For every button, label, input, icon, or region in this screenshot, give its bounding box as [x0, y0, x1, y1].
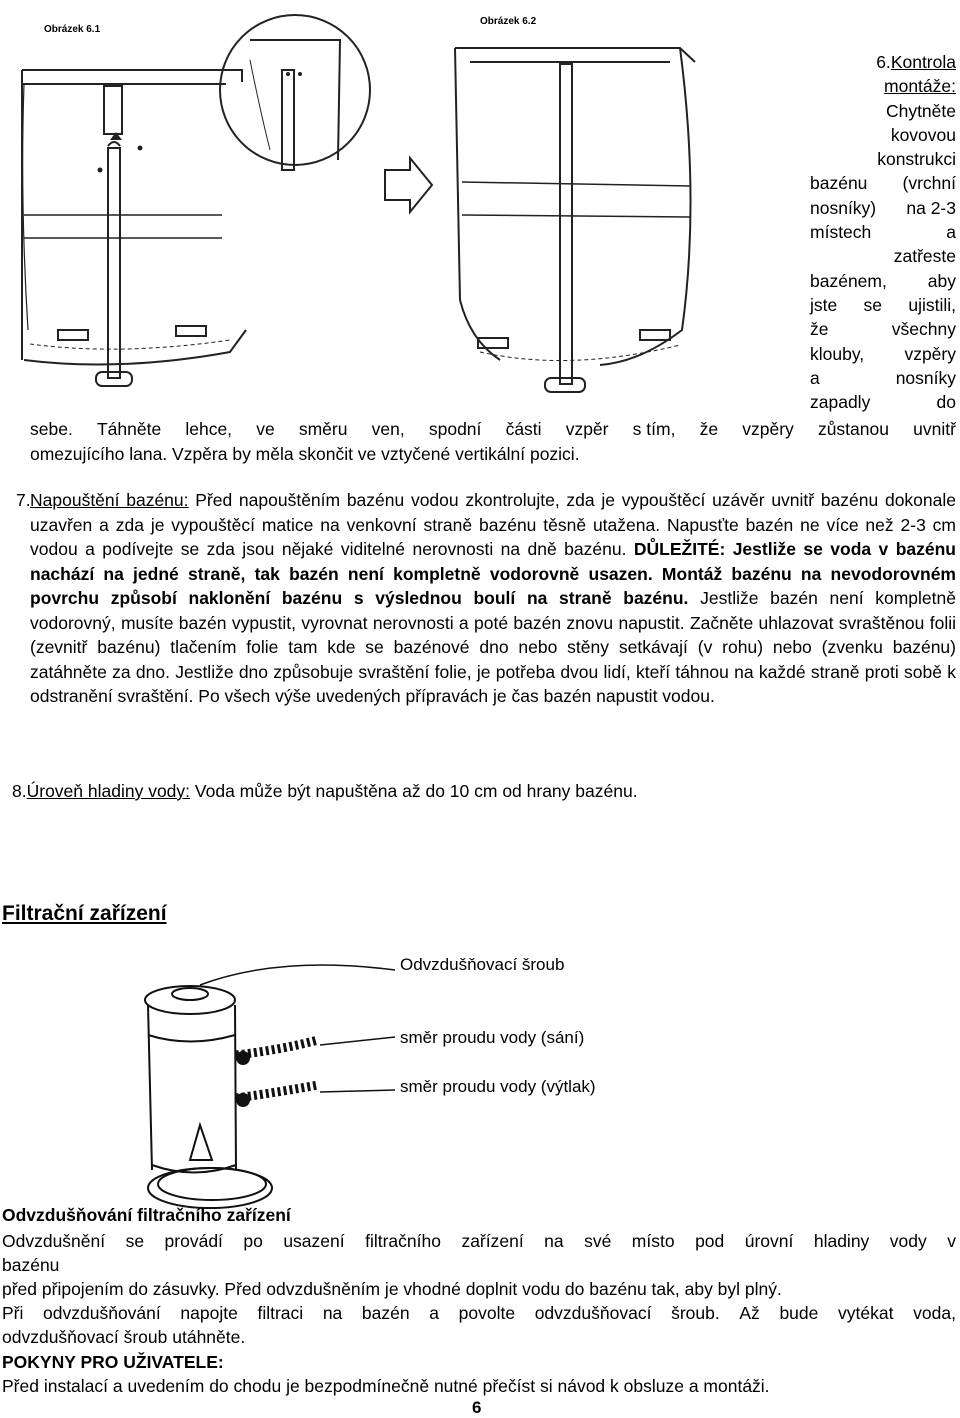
user-instructions-heading: POKYNY PRO UŽIVATELE:	[2, 1352, 224, 1372]
filter-heading: Filtrační zařízení	[2, 902, 167, 925]
section-6-line: a nosníky	[810, 367, 956, 388]
section-6-heading-line1: 6.Kontrola	[876, 52, 956, 72]
venting-line-5: odvzdušňovací šroub utáhněte.	[2, 1327, 246, 1347]
section-6-line: konstrukci	[877, 149, 956, 170]
section-6-title-part1: Kontrola	[890, 52, 956, 72]
venting-heading: Odvzdušňování filtračního zařízení	[2, 1205, 291, 1225]
section-6-line: nosníky) na 2-3	[810, 197, 956, 218]
section-6-line: jste se ujistili,	[810, 294, 956, 315]
section-6-line: bazénu (vrchní	[810, 173, 956, 194]
figure-6-2-label: Obrázek 6.2	[480, 16, 537, 27]
section-6-heading-line2: montáže:	[884, 76, 956, 97]
section-6-line: bazénem, aby	[810, 270, 956, 291]
section-8-number: 8.	[12, 781, 27, 801]
callout-discharge: směr proudu vody (výtlak)	[400, 1077, 596, 1096]
section-6-last-line: omezujícího lana. Vzpěra by měla skončit ve vztyčené vertikální pozici.	[30, 444, 580, 464]
section-7-text-2: Jestliže bazén není kompletně vodorovný, musíte bazén vypustit, vyrovnat nerovnosti a poté bazén znovu napustit. Začněte uhlazovat svraštěnou folii (zevnitř bazénu) tlačením folie tam kde se bazénové dno nebo stěny setkávají (v rohu) nebo (zvenku bazénu) zatáhněte za dno. Jestliže dno způsobuje svraštění folie, je potřeba dvou lidí, kteří táhnou na každé straně proti sobě k odstranění svraštění. Po všech výše uvedených přípravách je čas bazén napustit vodou.	[30, 588, 956, 706]
venting-line-1: Odvzdušnění se provádí po usazení filtračního zařízení na své místo pod úrovní hladiny vody v	[2, 1231, 956, 1251]
section-6-full-line: sebe. Táhněte lehce, ve směru ven, spodní části vzpěr s tím, že vzpěry zůstanou uvnitř	[30, 419, 956, 439]
callout-air-screw: Odvzdušňovací šroub	[400, 955, 565, 974]
section-6-line: zapadly do	[810, 392, 956, 413]
section-6-line: zatřeste	[893, 246, 956, 267]
section-7-important: DŮLEŽITÉ: Jestliže se voda v bazénu nachází na jedné straně, tak bazén není kompletně vodorovně usazen. Montáž bazénu na nevodorovném povrchu způsobí naklonění bazénu s výslednou boulí na straně bazénu.	[30, 539, 956, 608]
section-7-title: Napouštění bazénu:	[30, 490, 189, 510]
section-7-text-1: Před napouštěním bazénu vodou zkontrolujte, zda je vypouštěcí uzávěr uvnitř bazénu dokonale uzavřen a zda je vypouštěcí matice na venkovní straně bazénu těsně utažena. Napusťte bazén ne více než 2-3 cm vodou a podívejte se zda jsou nějaké viditelné nerovnosti na dně bazénu.	[30, 490, 956, 559]
page-number: 6	[472, 1398, 482, 1417]
section-6-line: kovovou	[890, 124, 956, 145]
venting-line-4: Při odvzdušňování napojte filtraci na bazén a povolte odvzdušňovací šroub. Až bude vytékat voda,	[2, 1303, 956, 1323]
section-8-text: Voda může být napuštěna až do 10 cm od hrany bazénu.	[190, 781, 638, 801]
figure-6-1-label: Obrázek 6.1	[44, 24, 101, 35]
section-6-line: že všechny	[810, 319, 956, 340]
section-7-number: 7.	[16, 490, 31, 510]
venting-line-3: před připojením do zásuvky. Před odvzdušněním je vhodné doplnit vodu do bazénu tak, aby byl plný.	[2, 1279, 782, 1299]
user-instructions-text: Před instalací a uvedením do chodu je bezpodmínečně nutné přečíst si návod k obsluze a montáži.	[2, 1376, 770, 1396]
section-6-line: klouby, vzpěry	[810, 343, 956, 364]
venting-line-2: bazénu	[2, 1255, 60, 1275]
section-6-line: Chytněte	[885, 100, 956, 121]
section-8-title: Úroveň hladiny vody:	[26, 781, 191, 801]
callout-suction: směr proudu vody (sání)	[400, 1028, 585, 1047]
section-6-line: místech a	[810, 222, 956, 243]
